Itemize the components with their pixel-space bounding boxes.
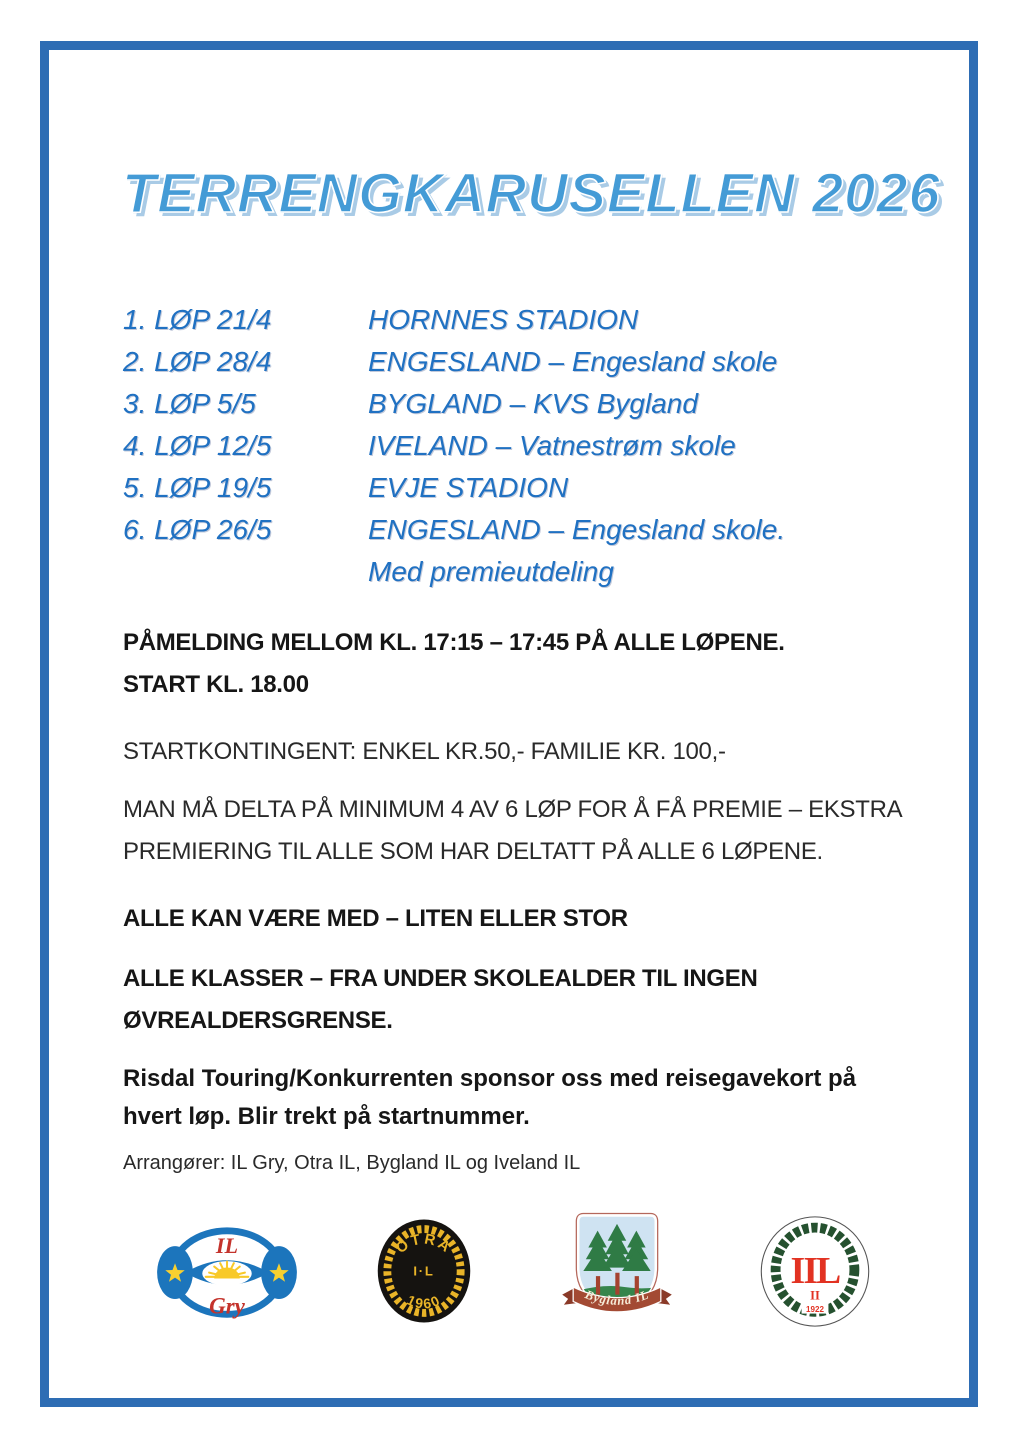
il-gry-logo-icon bbox=[152, 1224, 302, 1322]
poster-border-frame bbox=[40, 41, 978, 1407]
race-date: 1. LØP 21/4 bbox=[123, 304, 272, 335]
race-date: 5. LØP 19/5 bbox=[123, 472, 272, 503]
minimum-participation-line: MAN MÅ DELTA PÅ MINIMUM 4 AV 6 LØP FOR Å FÅ PREMIE – EKSTRA bbox=[123, 796, 903, 823]
gry-logo-top-text: IL bbox=[215, 1232, 239, 1258]
race-date: 3. LØP 5/5 bbox=[123, 388, 256, 419]
classes-info bbox=[123, 958, 913, 1042]
race-date bbox=[123, 551, 368, 593]
schedule-row bbox=[123, 509, 883, 551]
race-date: 6. LØP 26/5 bbox=[123, 514, 272, 545]
gry-logo-bottom-text: Gry bbox=[209, 1293, 245, 1319]
sponsor-info-line: Risdal Touring/Konkurrenten sponsor oss med reisegavekort på bbox=[123, 1065, 857, 1092]
registration-time: PÅMELDING MELLOM KL. 17:15 – 17:45 PÅ ALLE LØPENE. bbox=[123, 629, 785, 656]
otra-logo-top-text: OTRA bbox=[393, 1231, 455, 1258]
race-schedule bbox=[123, 299, 883, 593]
schedule-row bbox=[123, 341, 883, 383]
bygland-il-logo-icon bbox=[558, 1204, 676, 1328]
race-location: Med premieutdeling bbox=[368, 556, 614, 587]
schedule-row bbox=[123, 383, 883, 425]
race-location: ENGESLAND – Engesland skole bbox=[368, 346, 778, 377]
iveland-logo-year: 1922 bbox=[806, 1304, 824, 1314]
start-time: START KL. 18.00 bbox=[123, 671, 309, 698]
iveland-il-logo-icon bbox=[758, 1216, 872, 1327]
organizers-text: Arrangører: IL Gry, Otra IL, Bygland IL og Iveland IL bbox=[123, 1152, 581, 1174]
race-location: EVJE STADION bbox=[368, 472, 569, 503]
race-location: HORNNES STADION bbox=[368, 304, 639, 335]
schedule-row bbox=[123, 299, 883, 341]
race-location: BYGLAND – KVS Bygland bbox=[368, 388, 698, 419]
iveland-logo-mark: II bbox=[810, 1288, 820, 1303]
poster-title: TERRENGKARUSELLEN 2026 bbox=[122, 161, 941, 224]
everyone-welcome: ALLE KAN VÆRE MED – LITEN ELLER STOR bbox=[123, 905, 628, 932]
minimum-participation-line: PREMIERING TIL ALLE SOM HAR DELTATT PÅ ALLE 6 LØPENE. bbox=[123, 838, 823, 865]
race-location: ENGESLAND – Engesland skole. bbox=[368, 514, 786, 545]
sponsor-info-line: hvert løp. Blir trekt på startnummer. bbox=[123, 1103, 530, 1130]
race-date: 4. LØP 12/5 bbox=[123, 430, 272, 461]
otra-logo-mid-text: I·L bbox=[413, 1263, 435, 1279]
entry-fee: STARTKONTINGENT: ENKEL KR.50,- FAMILIE KR. 100,- bbox=[123, 738, 726, 765]
classes-info-line: ALLE KLASSER – FRA UNDER SKOLEALDER TIL INGEN bbox=[123, 965, 758, 992]
schedule-row bbox=[123, 551, 883, 593]
sponsor-info bbox=[123, 1060, 913, 1136]
minimum-participation bbox=[123, 789, 913, 873]
bygland-logo-banner-text: Bygland IL bbox=[583, 1287, 651, 1308]
schedule-row bbox=[123, 425, 883, 467]
registration-info bbox=[123, 622, 913, 706]
schedule-row bbox=[123, 467, 883, 509]
race-location: IVELAND – Vatnestrøm skole bbox=[368, 430, 736, 461]
otra-logo-year-text: 1960 bbox=[404, 1291, 444, 1312]
race-date: 2. LØP 28/4 bbox=[123, 346, 272, 377]
otra-il-logo-icon bbox=[376, 1217, 472, 1325]
classes-info-line: ØVREALDERSGRENSE. bbox=[123, 1007, 393, 1034]
iveland-logo-letters: IIL bbox=[790, 1251, 840, 1293]
